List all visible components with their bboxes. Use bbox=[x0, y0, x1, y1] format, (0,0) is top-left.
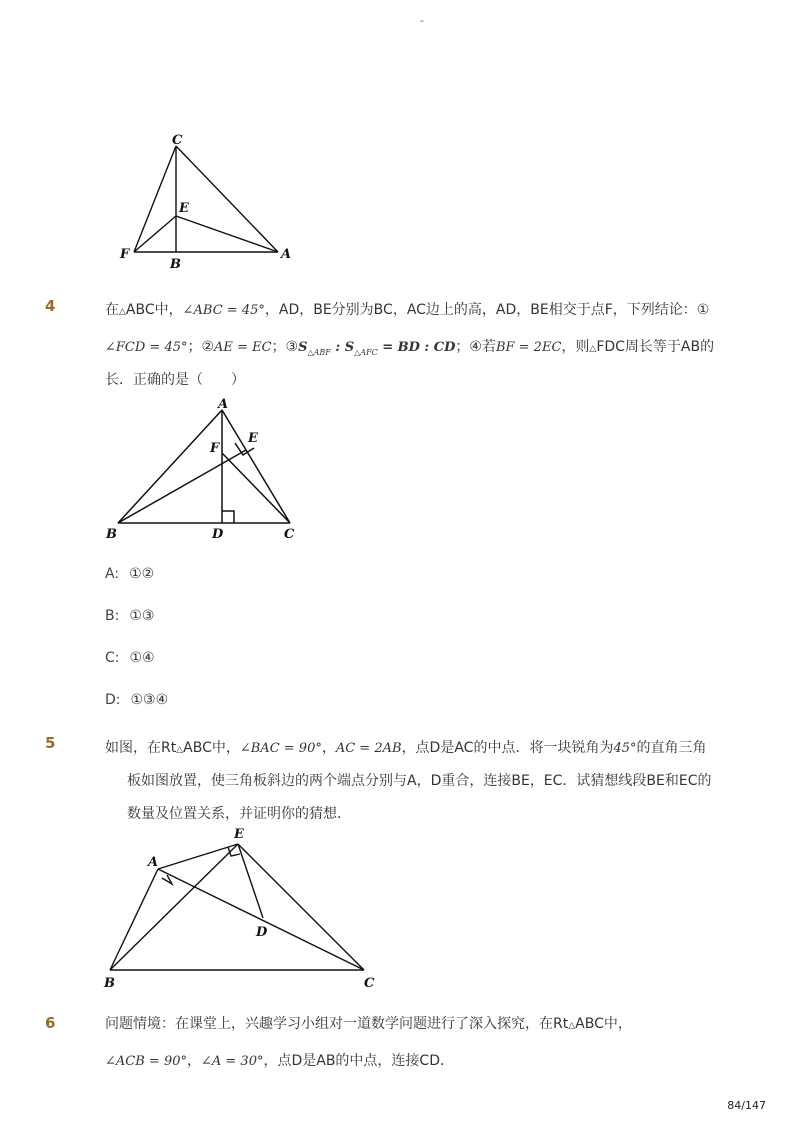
label-c: C bbox=[172, 133, 183, 148]
q5-label-a: A bbox=[148, 855, 159, 870]
q4-label-c: C bbox=[284, 527, 295, 542]
question-number-5: 5 bbox=[45, 734, 56, 752]
figure-q4-triangle bbox=[100, 393, 305, 548]
q6-line-2: ∠ACB = 90°，∠A = 30°，点D是AB的中点，连接CD． bbox=[105, 1053, 454, 1069]
q5-line-2: 板如图放置，使三角板斜边的两个端点分别与A，D重合，连接BE，EC．试猜想线段BE和EC的 bbox=[127, 773, 712, 789]
label-a: A bbox=[281, 247, 292, 262]
label-f: F bbox=[120, 247, 130, 262]
q5-label-b: B bbox=[104, 976, 115, 991]
page-number: 84/147 bbox=[727, 1099, 766, 1112]
q5-line-3: 数量及位置关系，并证明你的猜想． bbox=[127, 806, 351, 822]
q4-line-2: ∠FCD = 45°；②AE = EC；$③S_{\triangle ABF}$ : $S_{\triangle AFC}$ = BD : CD；④若BF = 2EC，则△FDC周长等于AB的 bbox=[105, 339, 715, 357]
question-number-6: 6 bbox=[45, 1014, 56, 1032]
q5-label-c: C bbox=[364, 976, 375, 991]
option-b[interactable]: B: ①③ bbox=[105, 608, 155, 624]
label-e: E bbox=[179, 201, 189, 216]
option-c[interactable]: C: ①④ bbox=[105, 650, 155, 666]
option-a[interactable]: A: ①② bbox=[105, 566, 155, 582]
q4-line-1: 在△ABC中，∠ABC = 45°，AD，BE分别为BC，AC边上的高，AD，BE相交于点F，下列结论：① bbox=[105, 302, 710, 318]
q4-label-f: F bbox=[210, 441, 220, 456]
q4-label-a: A bbox=[218, 397, 229, 412]
q5-line-1: 如图，在Rt△ABC中，∠BAC = 90°，AC = 2AB，点D是AC的中点．将一块锐角为45°的直角三角 bbox=[105, 740, 707, 756]
figure-q5-triangle bbox=[100, 822, 385, 994]
q4-line-3: 长．正确的是（ ） bbox=[105, 372, 245, 388]
header-mark: - bbox=[420, 14, 424, 27]
q5-label-e: E bbox=[234, 827, 244, 842]
figure-triangle-fcabe bbox=[110, 128, 300, 273]
q4-label-e: E bbox=[248, 431, 258, 446]
question-number-4: 4 bbox=[45, 297, 56, 315]
q5-label-d: D bbox=[256, 925, 268, 940]
q6-line-1: 问题情境：在课堂上，兴趣学习小组对一道数学问题进行了深入探究，在Rt△ABC中， bbox=[105, 1016, 632, 1032]
q4-label-d: D bbox=[212, 527, 224, 542]
label-b: B bbox=[170, 257, 181, 272]
q4-label-b: B bbox=[106, 527, 117, 542]
option-d[interactable]: D: ①③④ bbox=[105, 692, 169, 708]
